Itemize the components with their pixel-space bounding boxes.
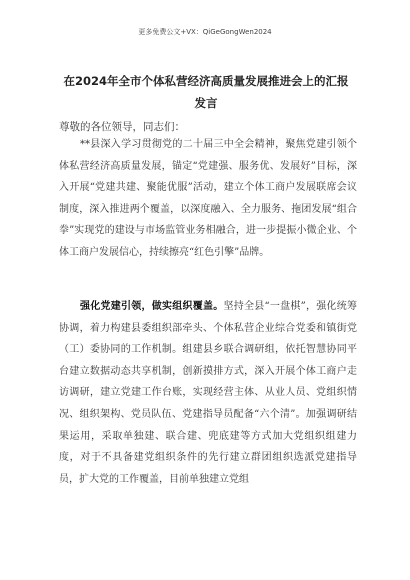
paragraph-1: **县深入学习贯彻党的二十届三中全会精神，聚焦党建引领个体私营经济高质量发展，锚定“党建强、服务优、发展好”目标，深入开展“党建共建、聚能优服”活动，建立个体工商户发展联席会议制度，深入推进两个覆盖，以深度融入、全力服务、拖团发展“组合拳”实现党的建设与市场监管业务相融合，进一步提振小微企业、个体工商户发展信心，持续擦亮“红色引擎”品牌。 xyxy=(59,139,357,258)
paragraph-2-lead: 强化党建引领，做实组织覆盖。 xyxy=(80,301,224,312)
salutation: 尊敬的各位领导，同志们： xyxy=(59,121,185,133)
page-title: 在2024年全市个体私营经济高质量发展推进会上的汇报发言 xyxy=(63,74,349,110)
paragraph-2-body: 坚持全县“一盘棋”，强化统筹协调，着力构建县委组织部牵头、个体私营企业综合党委和镇街党（工）委协同的工作机制。组建县乡联合调研组，依托智慧协同平台建立数据动态共享机制，创新摸排方式，深入开展个体工商户走访调研，建立党建工作台账，实现经营主体、从业人员、党组织情况、组织架构、党员队伍、党建指导员配备“六个清”。加强调研结果运用，采取单独建、联合建、兜底建等方式加大党组织组建力度，对于不具备建党组织条件的先行建立群团组织选派党建指导员，扩大党的工作覆盖，目前单独建立党组 xyxy=(59,301,357,485)
paragraph-2 xyxy=(59,296,357,574)
header-note: 更多免费公文+VX：QiGeGongWen2024 xyxy=(138,28,272,36)
